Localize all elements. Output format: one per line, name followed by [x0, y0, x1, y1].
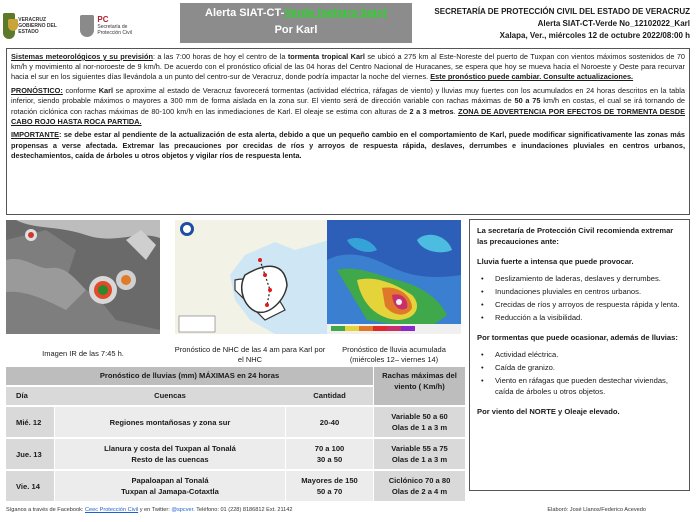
- forecast-karl: Karl: [98, 86, 114, 96]
- wind-value: Variable 50 a 60: [391, 412, 448, 421]
- cell-basins: [55, 439, 285, 469]
- cell-quantity: [286, 439, 373, 469]
- organization-block: [418, 6, 690, 42]
- systems-text-a: : a las 7:00 horas de hoy el centro de la: [152, 52, 288, 61]
- org-name: SECRETARÍA DE PROTECCIÓN CIVIL DEL ESTADO DE VERACRUZ: [434, 7, 690, 16]
- column-header-day: Día: [16, 391, 28, 400]
- rain-hazard-title: Lluvia fuerte a intensa que puede provocar.: [477, 257, 634, 266]
- wave-value: Olas de 1 a 3 m: [391, 455, 448, 464]
- veracruz-logo-text: VERACRUZ GOBIERNO DEL ESTADO: [18, 17, 57, 35]
- nhc-caption: Pronóstico de NHC de las 4 am para Karl por el NHC: [174, 345, 326, 364]
- cell-quantity: [286, 471, 373, 501]
- cell-basins: [55, 407, 285, 437]
- list-item: • Actividad eléctrica.: [481, 349, 682, 360]
- ir-caption: Imagen IR de las 7:45 h.: [42, 349, 124, 358]
- alert-prefix: Alerta SIAT-CT-: [205, 7, 285, 19]
- footer: [6, 506, 690, 514]
- place-date: Xalapa, Ver., miércoles 12 de octubre 2022/08:00 h: [499, 31, 690, 40]
- recommendations-intro: La secretaría de Protección Civil recomienda extremar las precauciones ante:: [477, 226, 674, 246]
- quantity-value: 20-40: [319, 417, 340, 427]
- cell-basins: [55, 471, 285, 501]
- cell-wind: [374, 471, 465, 501]
- rain-forecast-map: [327, 220, 461, 334]
- table-row: [6, 407, 465, 437]
- cell-day: [6, 471, 54, 501]
- basin-name: Papaloapan al Tonalá: [131, 476, 209, 485]
- forecast-systems-paragraph: [11, 52, 685, 83]
- basin-name: Llanura y costa del Tuxpan al Tonalá: [104, 444, 236, 453]
- column-header-basins: Cuencas: [154, 391, 186, 400]
- cell-wind: [374, 439, 465, 469]
- list-item: • Viento en ráfagas que pueden destechar viviendas, caída de árboles u otros objetos.: [481, 375, 682, 397]
- rain-caption: Pronóstico de lluvia acumulada (miércoles 12– viernes 14): [342, 345, 446, 364]
- forecast-title: PRONÓSTICO:: [11, 86, 63, 96]
- twitter-link[interactable]: @spcver: [171, 507, 194, 513]
- column-header-quantity: Cantidad: [313, 391, 346, 400]
- wave-value: Olas de 2 a 4 m: [391, 487, 448, 496]
- cell-day: [6, 439, 54, 469]
- elaborated-by: Elaboró: José Llanos/Federico Acevedo: [547, 507, 646, 513]
- basin-name: Tuxpan al Jamapa-Cotaxtla: [121, 487, 219, 496]
- wind-value: Ciclónico 70 a 80: [388, 476, 451, 485]
- cell-day: [6, 407, 54, 437]
- table-column-headers: [6, 387, 373, 405]
- forecast-text-b: se aproxime al estado de Veracruz favorecerá tormentas (actividad eléctrica, ráfagas de viento) y lluvias muy fuertes con los acumulados en 24 horas descritos en la tabla inferior, siendo probable máximos o mayores a 300 mm de forma aislada en la zona sur. El viento será de dirección variable con rachas máximas de: [11, 86, 685, 106]
- storm-hazard-title: Por tormentas que puede ocasionar, además de lluvias:: [477, 333, 678, 342]
- wind-hazard-title: Por viento del NORTE y Oleaje elevado.: [477, 407, 620, 416]
- shield-icon: [80, 15, 94, 37]
- forecast-gusts: 50 a 75: [514, 96, 541, 106]
- wave-value: Olas de 1 a 3 m: [391, 423, 448, 432]
- facebook-link[interactable]: Ceec Protección Civil: [84, 507, 139, 513]
- footer-phone: . Teléfono: 01 (228) 8186812 Ext. 21142: [193, 507, 293, 513]
- forecast-text-a: conforme: [62, 86, 99, 96]
- pc-logo-text: Secretaría de Protección Civil: [97, 23, 132, 36]
- footer-text-a: Síganos a través de Facebook:: [6, 507, 85, 513]
- quantity-value: Mayores de 150: [301, 476, 358, 485]
- forecast-paragraph: [11, 86, 685, 127]
- storm-hazard-list: [481, 349, 682, 397]
- wind-value: Variable 55 a 75: [391, 444, 448, 453]
- rain-hazard-list: [481, 273, 682, 323]
- day-label: Mié. 12: [16, 417, 42, 427]
- alert-subtitle: Por Karl: [274, 24, 318, 36]
- day-label: Jue. 13: [16, 449, 42, 459]
- footer-text-b: y en Twitter:: [138, 507, 172, 513]
- recommendations-box: [469, 219, 690, 491]
- list-item: • Crecidas de ríos y arroyos de respuesta rápida y lenta.: [481, 299, 682, 310]
- important-title: IMPORTANTE: [11, 130, 60, 140]
- proteccion-civil-logo: [80, 13, 150, 39]
- quantity-value: 30 a 50: [316, 455, 343, 464]
- ir-satellite-image: [6, 220, 160, 334]
- list-item: • Caída de granizo.: [481, 362, 682, 373]
- list-item: • Reducción a la visibilidad.: [481, 312, 682, 323]
- systems-text-b: se ubicó a 275 km al Este-Noreste del puerto de Tuxpan con vientos máximos sostenidos de 70 km/h y movimiento al nor-noroeste de 9 km/h. De acuerdo con el pronóstico oficial de las 04 horas del Centro Nacional de Huracanes, se espera que hoy se mueva hacia el Noroeste y Oeste para recurvar hacia el sur en los siguientes días llevándola a un punto del centro-sur de Veracruz, donde podría impactar la noche del viernes.: [11, 52, 686, 82]
- forecast-change-note: Este pronóstico puede cambiar. Consulte actualizaciones.: [430, 72, 634, 82]
- column-header-wind: Rachas máximas del viento ( Km/h): [374, 367, 465, 405]
- rain-forecast-table: [6, 367, 465, 502]
- table-row: [6, 471, 465, 501]
- alert-title: [180, 5, 412, 22]
- forecast-text-d: .: [453, 106, 459, 116]
- alert-level: Verde (peligro bajo): [284, 7, 387, 19]
- veracruz-logo: [3, 12, 73, 40]
- cell-quantity: [286, 407, 373, 437]
- list-item: • Inundaciones pluviales en centros urbanos.: [481, 286, 682, 297]
- quantity-value: 70 a 100: [314, 444, 345, 453]
- storm-name: tormenta tropical Karl: [287, 52, 365, 61]
- day-label: Vie. 14: [16, 481, 40, 491]
- important-paragraph: [11, 130, 685, 161]
- systems-title: Sistemas meteorológicos y su previsión: [11, 52, 153, 61]
- nhc-forecast-map: [175, 220, 329, 334]
- info-box: [6, 48, 690, 215]
- table-title: Pronóstico de lluvias (mm) MÁXIMAS en 24 horas: [6, 367, 373, 385]
- veracruz-crest-icon: [3, 13, 15, 39]
- basin-name: Regiones montañosas y zona sur: [109, 417, 231, 427]
- forecast-text-c: km/h en costas, el cual se irá tornando de rotación ciclónica con rachas máximas de 80-100 km/h en las inmediaciones de Karl. El oleaje se estima con alturas de: [11, 96, 685, 116]
- quantity-value: 50 a 70: [316, 487, 343, 496]
- important-text: : se debe estar al pendiente de la actualización de esta alerta, debido a que un pequeño cambio en el comportamiento de Karl, puede modificar significativamente las zonas más propensas a verse afectada. Extremar las precauciones por crecidas de ríos y arroyos de respuesta rápida, deslaves, derrumbes e inundaciones pluviales en centros urbanos, destechamientos, caída de árboles u otros objetos y vigilar ríos de respuesta lenta.: [11, 130, 685, 160]
- warning-zone: ZONA DE ADVERTENCIA POR EFECTOS DE TORMENTA DESDE CABO ROJO HASTA ROCA PARTIDA.: [11, 106, 685, 126]
- list-item: • Deslizamiento de laderas, deslaves y derrumbes.: [481, 273, 682, 284]
- header: [0, 0, 696, 50]
- alert-number: Alerta SIAT-CT-Verde No_12102022_Karl: [537, 19, 690, 28]
- forecast-waves: 2 a 3 metros: [409, 106, 454, 116]
- alert-banner: [180, 3, 412, 43]
- table-row: [6, 439, 465, 469]
- pc-abbrev: PC: [97, 14, 109, 24]
- basin-name: Resto de las cuencas: [131, 455, 209, 464]
- cell-wind: [374, 407, 465, 437]
